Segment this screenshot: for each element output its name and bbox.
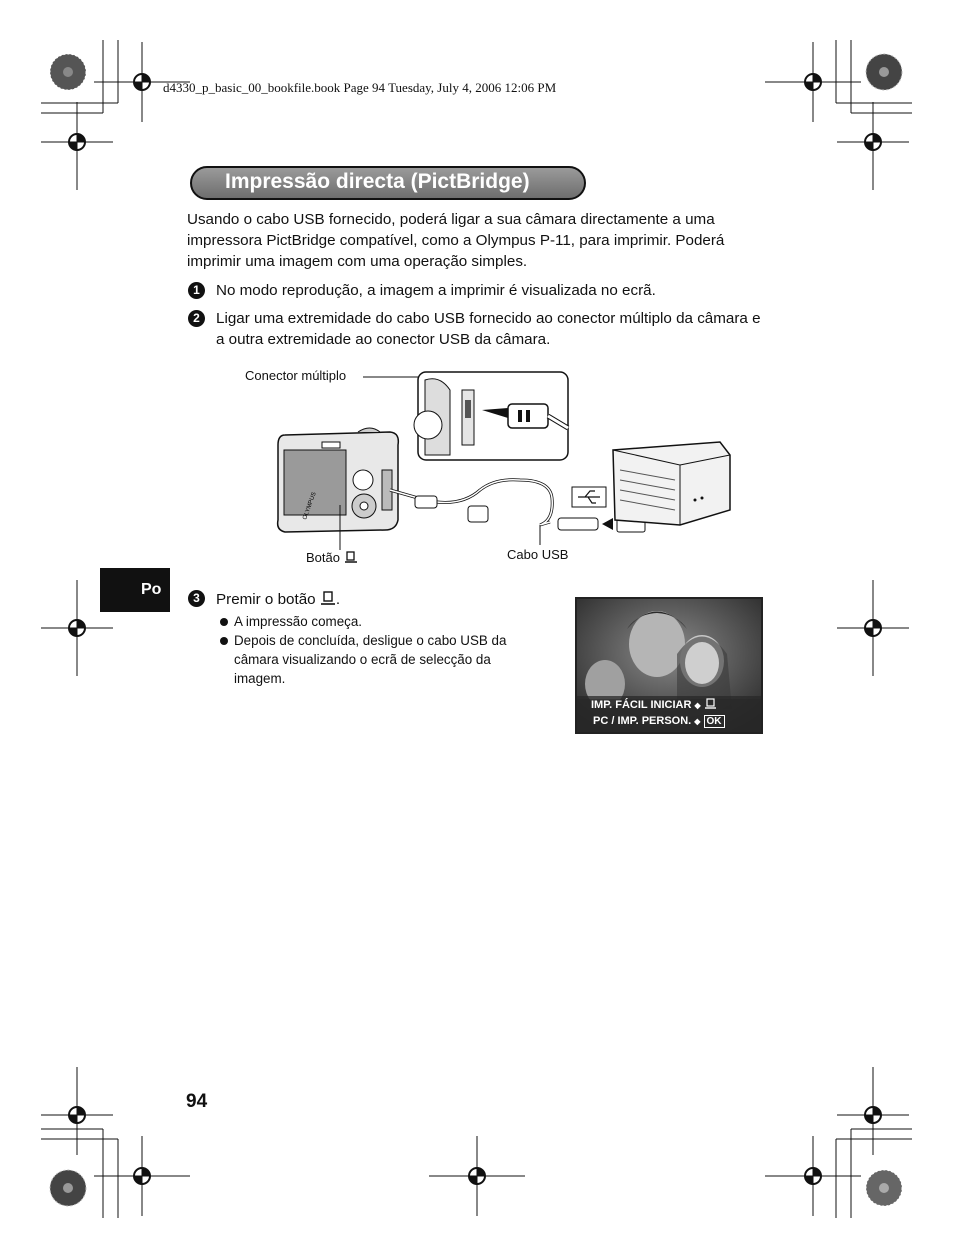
step-3-bullets bbox=[220, 612, 540, 688]
diamond-icon: ◆ bbox=[694, 701, 701, 710]
screen-menu-line-1: IMP. FÁCIL INICIAR ◆ bbox=[591, 698, 717, 711]
ok-button-icon: OK bbox=[704, 715, 725, 728]
step-3-text: Premir o botão . bbox=[216, 591, 341, 608]
section-title: Impressão directa (PictBridge) bbox=[225, 170, 530, 193]
language-tab: Po bbox=[100, 568, 170, 612]
bullet-item: Depois de concluída, desligue o cabo USB da câmara visualizando o ecrã de selecção da imagem. bbox=[220, 631, 540, 688]
print-icon bbox=[320, 590, 336, 606]
file-info-header: d4330_p_basic_00_bookfile.book Page 94 Tuesday, July 4, 2006 12:06 PM bbox=[163, 80, 557, 95]
camera-brand-label: OLYMPUS bbox=[302, 491, 318, 521]
step-1-text: No modo reprodução, a imagem a imprimir é visualizada no ecrã. bbox=[216, 282, 656, 299]
print-button-label: Botão bbox=[306, 550, 358, 565]
camera-screen-photo bbox=[575, 597, 763, 734]
print-icon bbox=[344, 550, 358, 564]
screen-menu-line-2: PC / IMP. PERSON. ◆ OK bbox=[593, 715, 725, 727]
diamond-icon: ◆ bbox=[694, 717, 701, 726]
print-icon bbox=[704, 698, 717, 710]
page-number: 94 bbox=[186, 1091, 208, 1112]
step-3-number: 3 bbox=[188, 590, 205, 607]
bullet-item: A impressão começa. bbox=[220, 612, 540, 631]
connector-label: Conector múltiplo bbox=[245, 368, 347, 383]
step-1-number: 1 bbox=[188, 282, 205, 299]
step-2-number: 2 bbox=[188, 310, 205, 327]
usb-cable-label: Cabo USB bbox=[507, 547, 569, 562]
intro-paragraph: Usando o cabo USB fornecido, poderá ligar a sua câmara directamente a uma impressora PictBridge compatível, como a Olympus P-11, para imprimir. Poderá imprimir uma imagem com uma operação simples. bbox=[187, 211, 725, 270]
step-2-text: Ligar uma extremidade do cabo USB fornecido ao conector múltiplo da câmara e a outra extremidade ao conector USB da câmara. bbox=[216, 310, 761, 348]
usb-connection-diagram bbox=[240, 360, 740, 575]
